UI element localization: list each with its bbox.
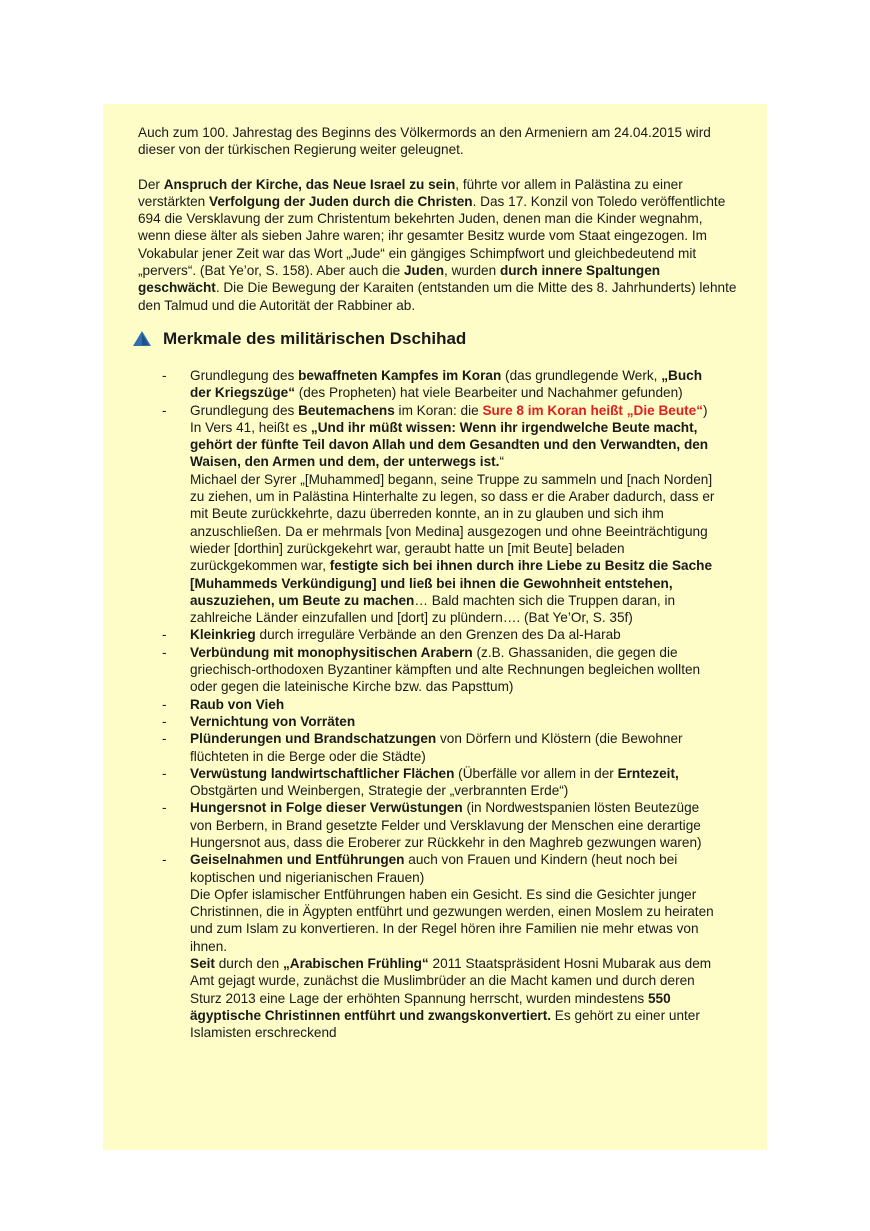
list-bullet: - — [162, 402, 167, 418]
list-item — [138, 730, 720, 765]
bold-text: „Buch der Kriegszüge“ — [190, 367, 703, 401]
list-item — [138, 851, 720, 1041]
text-run: , wurden — [444, 263, 500, 279]
list-bullet: - — [162, 852, 167, 868]
list-item — [138, 644, 720, 696]
text-run: von Dörfern und Klöstern (die Bewohner flüchteten in die Berge oder die Städte) — [190, 731, 683, 764]
list-bullet: - — [162, 713, 167, 729]
list-item — [138, 799, 720, 851]
list-item — [138, 402, 720, 627]
text-run: (des Propheten) hat viele Bearbeiter und Nachahmer gefunden) — [295, 385, 683, 401]
bold-text: Raub von Vieh — [190, 696, 285, 712]
bold-text: Vernichtung von Vorräten — [190, 713, 356, 729]
text-run: auch von Frauen und Kindern (heut noch bei koptischen und nigerianischen Frauen) — [190, 852, 678, 885]
text-run: (das grundlegende Werk, — [501, 367, 662, 383]
bold-text: Verfolgung der Juden durch die Christen — [209, 193, 473, 209]
bold-text: 550 ägyptische Christinnen entführt und zwangskonvertiert. — [190, 990, 671, 1023]
list-item — [138, 696, 720, 713]
text-run: Es gehört zu einer unter Islamisten erschreckend — [190, 1007, 700, 1041]
text-run: … Bald machten sich die Truppen daran, in zahlreiche Länder einzufallen und [dort] zu plündern…. (Bat Ye’Or, S. 35f) — [190, 592, 676, 626]
text-run: Obstgärten und Weinbergen, Strategie der „verbrannten Erde“) — [190, 783, 569, 799]
bold-text: Hungersnot in Folge dieser Verwüstungen — [190, 800, 463, 816]
section-title: Merkmale des militärischen Dschihad — [163, 328, 467, 348]
bold-text: Juden — [403, 263, 445, 279]
list-bullet: - — [162, 627, 167, 643]
intro-paragraph-1: Auch zum 100. Jahrestag des Beginns des Völkermords an den Armeniern am 24.04.2015 wird dieser von der türkischen Regierung weiter geleugnet. — [138, 125, 711, 158]
list-bullet: - — [162, 765, 167, 781]
bold-text: „Arabischen Frühling“ — [282, 956, 429, 972]
bold-text: Anspruch der Kirche, das Neue Israel zu sein — [163, 176, 456, 192]
section-heading — [133, 329, 767, 349]
text-run: In Vers 41, heißt es — [190, 419, 311, 435]
text-run: Der — [138, 176, 164, 192]
bold-text: durch innere Spaltungen geschwächt — [138, 263, 661, 296]
feature-list — [138, 367, 767, 1042]
highlight-text: Sure 8 im Koran heißt „Die Beute“ — [482, 402, 704, 418]
list-item — [138, 765, 720, 800]
text-run: ) — [703, 402, 708, 418]
list-item — [138, 713, 720, 730]
text-run: durch den — [214, 956, 283, 972]
bold-text: „Und ihr müßt wissen: Wenn ihr irgendwelche Beute macht, gehört der fünfte Teil davon Allah und dem Gesandten und den Verwandten, den Waisen, den Armen und dem, der unterwegs ist. — [190, 419, 709, 470]
bold-text: bewaffneten Kampfes im Koran — [298, 367, 502, 383]
bold-text: Kleinkrieg — [190, 627, 256, 643]
bold-text: Verbündung mit monophysitischen Arabern — [190, 644, 473, 660]
bold-text: festigte sich bei ihnen durch ihre Liebe zu Besitz die Sache [Muhammeds Verkündigung] und ließ bei ihnen die Gewohnheit entstehen, auszuziehen, um Beute zu machen — [190, 558, 713, 608]
text-run: (Überfälle vor allem in der — [454, 765, 618, 781]
text-run: im Koran: die — [394, 402, 483, 418]
triangle-icon — [133, 331, 151, 346]
list-bullet: - — [162, 800, 167, 816]
list-bullet: - — [162, 644, 167, 660]
bold-text: Erntezeit, — [617, 765, 679, 781]
list-bullet: - — [162, 367, 167, 383]
bold-text: Plünderungen und Brandschatzungen — [190, 731, 437, 747]
text-run: Grundlegung des — [190, 402, 299, 418]
list-bullet: - — [162, 696, 167, 712]
bold-text: Verwüstung landwirtschaftlicher Flächen — [190, 765, 455, 781]
text-run: (in Nordwestspanien lösten Beutezüge von Berbern, in Brand gesetzte Felder und Versklavung der Menschen eine derartige Hungersnot aus, dass die Eroberer zur Rückkehr in den Maghreb gezwungen waren) — [190, 800, 702, 850]
text-run: Grundlegung des — [190, 367, 299, 383]
bold-text: Seit — [190, 956, 215, 972]
text-run: , führte vor allem in Palästina zu einer verstärkten — [138, 176, 683, 209]
text-run: (z.B. Ghassaniden, die gegen die griechisch-orthodoxen Byzantiner kämpften und alte Rechnungen begleichen wollten oder gegen die lateinische Kirche bzw. das Papsttum) — [190, 644, 701, 695]
bold-text: Geiselnahmen und Entführungen — [190, 852, 405, 868]
document-page-highlight — [103, 104, 767, 1150]
list-bullet: - — [162, 731, 167, 747]
text-run: Die Opfer islamischer Entführungen haben ein Gesicht. Es sind die Gesichter junger Christinnen, die in Ägypten entführt und gezwungen werden, einen Moslem zu heiraten und zum Islam zu konvertieren. In der Regel hören ihre Familien nie mehr etwas von ihnen. — [190, 886, 714, 954]
text-run: “ — [499, 454, 504, 470]
text-run: . Das 17. Konzil von Toledo veröffentlichte 694 die Versklavung der zum Christentum bekehrten Juden, denen man die Kinder wegnahm, wenn diese älter als sieben Jahre waren; ihr gesamter Besitz wurde vom Staat eingezogen. Im Vokabular jener Zeit war das Wort „Jude“ ein gängiges Schimpfwort und gleichbedeutend mit „pervers“. (Bat Ye’or, S. 158). Aber auch die — [138, 193, 726, 279]
text-run: . Die Die Bewegung der Karaiten (entstanden um die Mitte des 8. Jahrhunderts) lehnte den Talmud und die Autorität der Rabbiner ab. — [138, 280, 737, 313]
text-run: 2011 Staatspräsident Hosni Mubarak aus dem Amt gejagt wurde, zunächst die Muslimbrüder an die Macht kamen und durch deren Sturz 2013 eine Lage der erhöhten Spannung herrscht, wurden mindestens — [190, 956, 712, 1006]
intro-paragraph-2 — [138, 176, 738, 314]
bold-text: Beutemachens — [298, 402, 395, 418]
list-item — [138, 367, 720, 402]
list-item — [138, 626, 720, 643]
text-run: Michael der Syrer „[Muhammed] begann, seine Truppe zu sammeln und [nach Norden] zu ziehen, um in Palästina Hinterhalte zu legen, so dass er die Araber dadurch, dass er mit Beute zurückkehrte, dazu überreden konnte, an in zu glauben und sich ihm anzuschließen. Da er mehrmals [von Medina] ausgezogen und ohne Beeinträchtigung wieder [dorthin] zurückgekehrt war, geraubt hatte un [mit Beute] beladen zurückgekommen war, — [190, 471, 715, 574]
text-run: durch irreguläre Verbände an den Grenzen des Da al-Harab — [255, 627, 621, 643]
